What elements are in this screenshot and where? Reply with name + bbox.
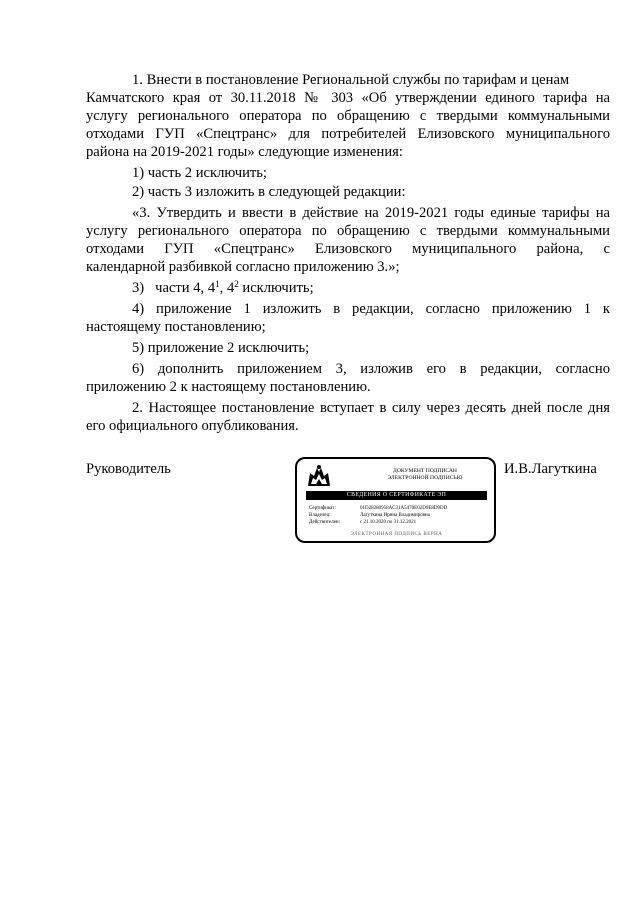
item-3-sup-1: 1 xyxy=(215,279,220,289)
item-3-sup-2: 2 xyxy=(234,279,239,289)
stamp-row-key: Владелец: xyxy=(309,513,331,518)
item-5: 5) приложение 2 исключить; xyxy=(132,340,310,356)
item-6-line-1: 6) дополнить приложением 3, изложив его в редакции, согласно xyxy=(132,361,610,377)
stamp-row-key: Действителен: xyxy=(309,520,340,525)
paragraph-2-line-2: его официального опубликования. xyxy=(86,418,299,434)
stamp-row-owner xyxy=(309,512,430,519)
stamp-row-value: Лагуткина Ирина Владимировна xyxy=(360,513,430,518)
item-4-line-1: 4) приложение 1 изложить в редакции, согласно приложению 1 к xyxy=(132,301,610,317)
signatory-role: Руководитель xyxy=(86,461,171,477)
paragraph-1-line-4: отходами ГУП «Спецтранс» для потребителей Елизовского муниципального xyxy=(86,126,610,142)
quote-line-1: «3. Утвердить и ввести в действие на 2019-2021 годы единые тарифы на xyxy=(132,205,610,221)
paragraph-1-line-3: услугу регионального оператора по обращению с твердыми коммунальными xyxy=(86,108,610,124)
quote-line-2: услугу регионального оператора по обращению с твердыми коммунальными xyxy=(86,223,610,239)
item-6-line-2: приложению 2 к настоящему постановлению. xyxy=(86,379,371,395)
item-3-text: части 4, 4 xyxy=(155,280,216,296)
stamp-row-key: Сертификат: xyxy=(309,506,336,511)
item-3-mid: , 4 xyxy=(219,280,235,296)
electronic-signature-stamp xyxy=(295,457,496,543)
quote-line-4: календарной разбивкой согласно приложению 3.»; xyxy=(86,259,400,275)
stamp-row-certificate xyxy=(309,505,447,512)
stamp-row-value: с 21.10.2020 по 31.12.2021 xyxy=(360,520,417,525)
paragraph-1-line-1: 1. Внести в постановление Региональной службы по тарифам и ценам xyxy=(132,72,570,88)
stamp-title xyxy=(361,468,489,482)
paragraph-1-line-5: района на 2019-2021 годы» следующие изменения: xyxy=(86,144,403,160)
item-3-prefix: 3) xyxy=(132,280,145,296)
coat-of-arms-icon xyxy=(305,464,333,487)
stamp-title-line-2: ЭЛЕКТРОННОЙ ПОДПИСЬЮ xyxy=(387,475,463,481)
stamp-certificate-header: СВЕДЕНИЯ О СЕРТИФИКАТЕ ЭП xyxy=(306,491,487,500)
item-4-line-2: настоящему постановлению; xyxy=(86,319,266,335)
item-3-suffix: исключить; xyxy=(238,280,314,296)
stamp-footer: ЭЛЕКТРОННАЯ ПОДПИСЬ ВЕРНА xyxy=(350,532,443,537)
item-3 xyxy=(132,279,610,298)
quote-line-3: отходами ГУП «Спецтранс» Елизовского муниципального района, с xyxy=(86,241,610,257)
signatory-name: И.В.Лагуткина xyxy=(504,461,597,477)
stamp-title-line-1: ДОКУМЕНТ ПОДПИСАН xyxy=(393,468,457,474)
stamp-row-value: 01D28280958AC31A5470E02D9E8D9DD xyxy=(360,506,448,511)
item-1: 1) часть 2 исключить; xyxy=(132,165,267,181)
paragraph-2-line-1: 2. Настоящее постановление вступает в силу через десять дней после дня xyxy=(132,400,610,416)
paragraph-1-line-2: Камчатского края от 30.11.2018 № 303 «Об утверждении единого тарифа на xyxy=(86,90,610,106)
stamp-row-validity xyxy=(309,519,416,526)
item-2: 2) часть 3 изложить в следующей редакции: xyxy=(132,184,406,200)
